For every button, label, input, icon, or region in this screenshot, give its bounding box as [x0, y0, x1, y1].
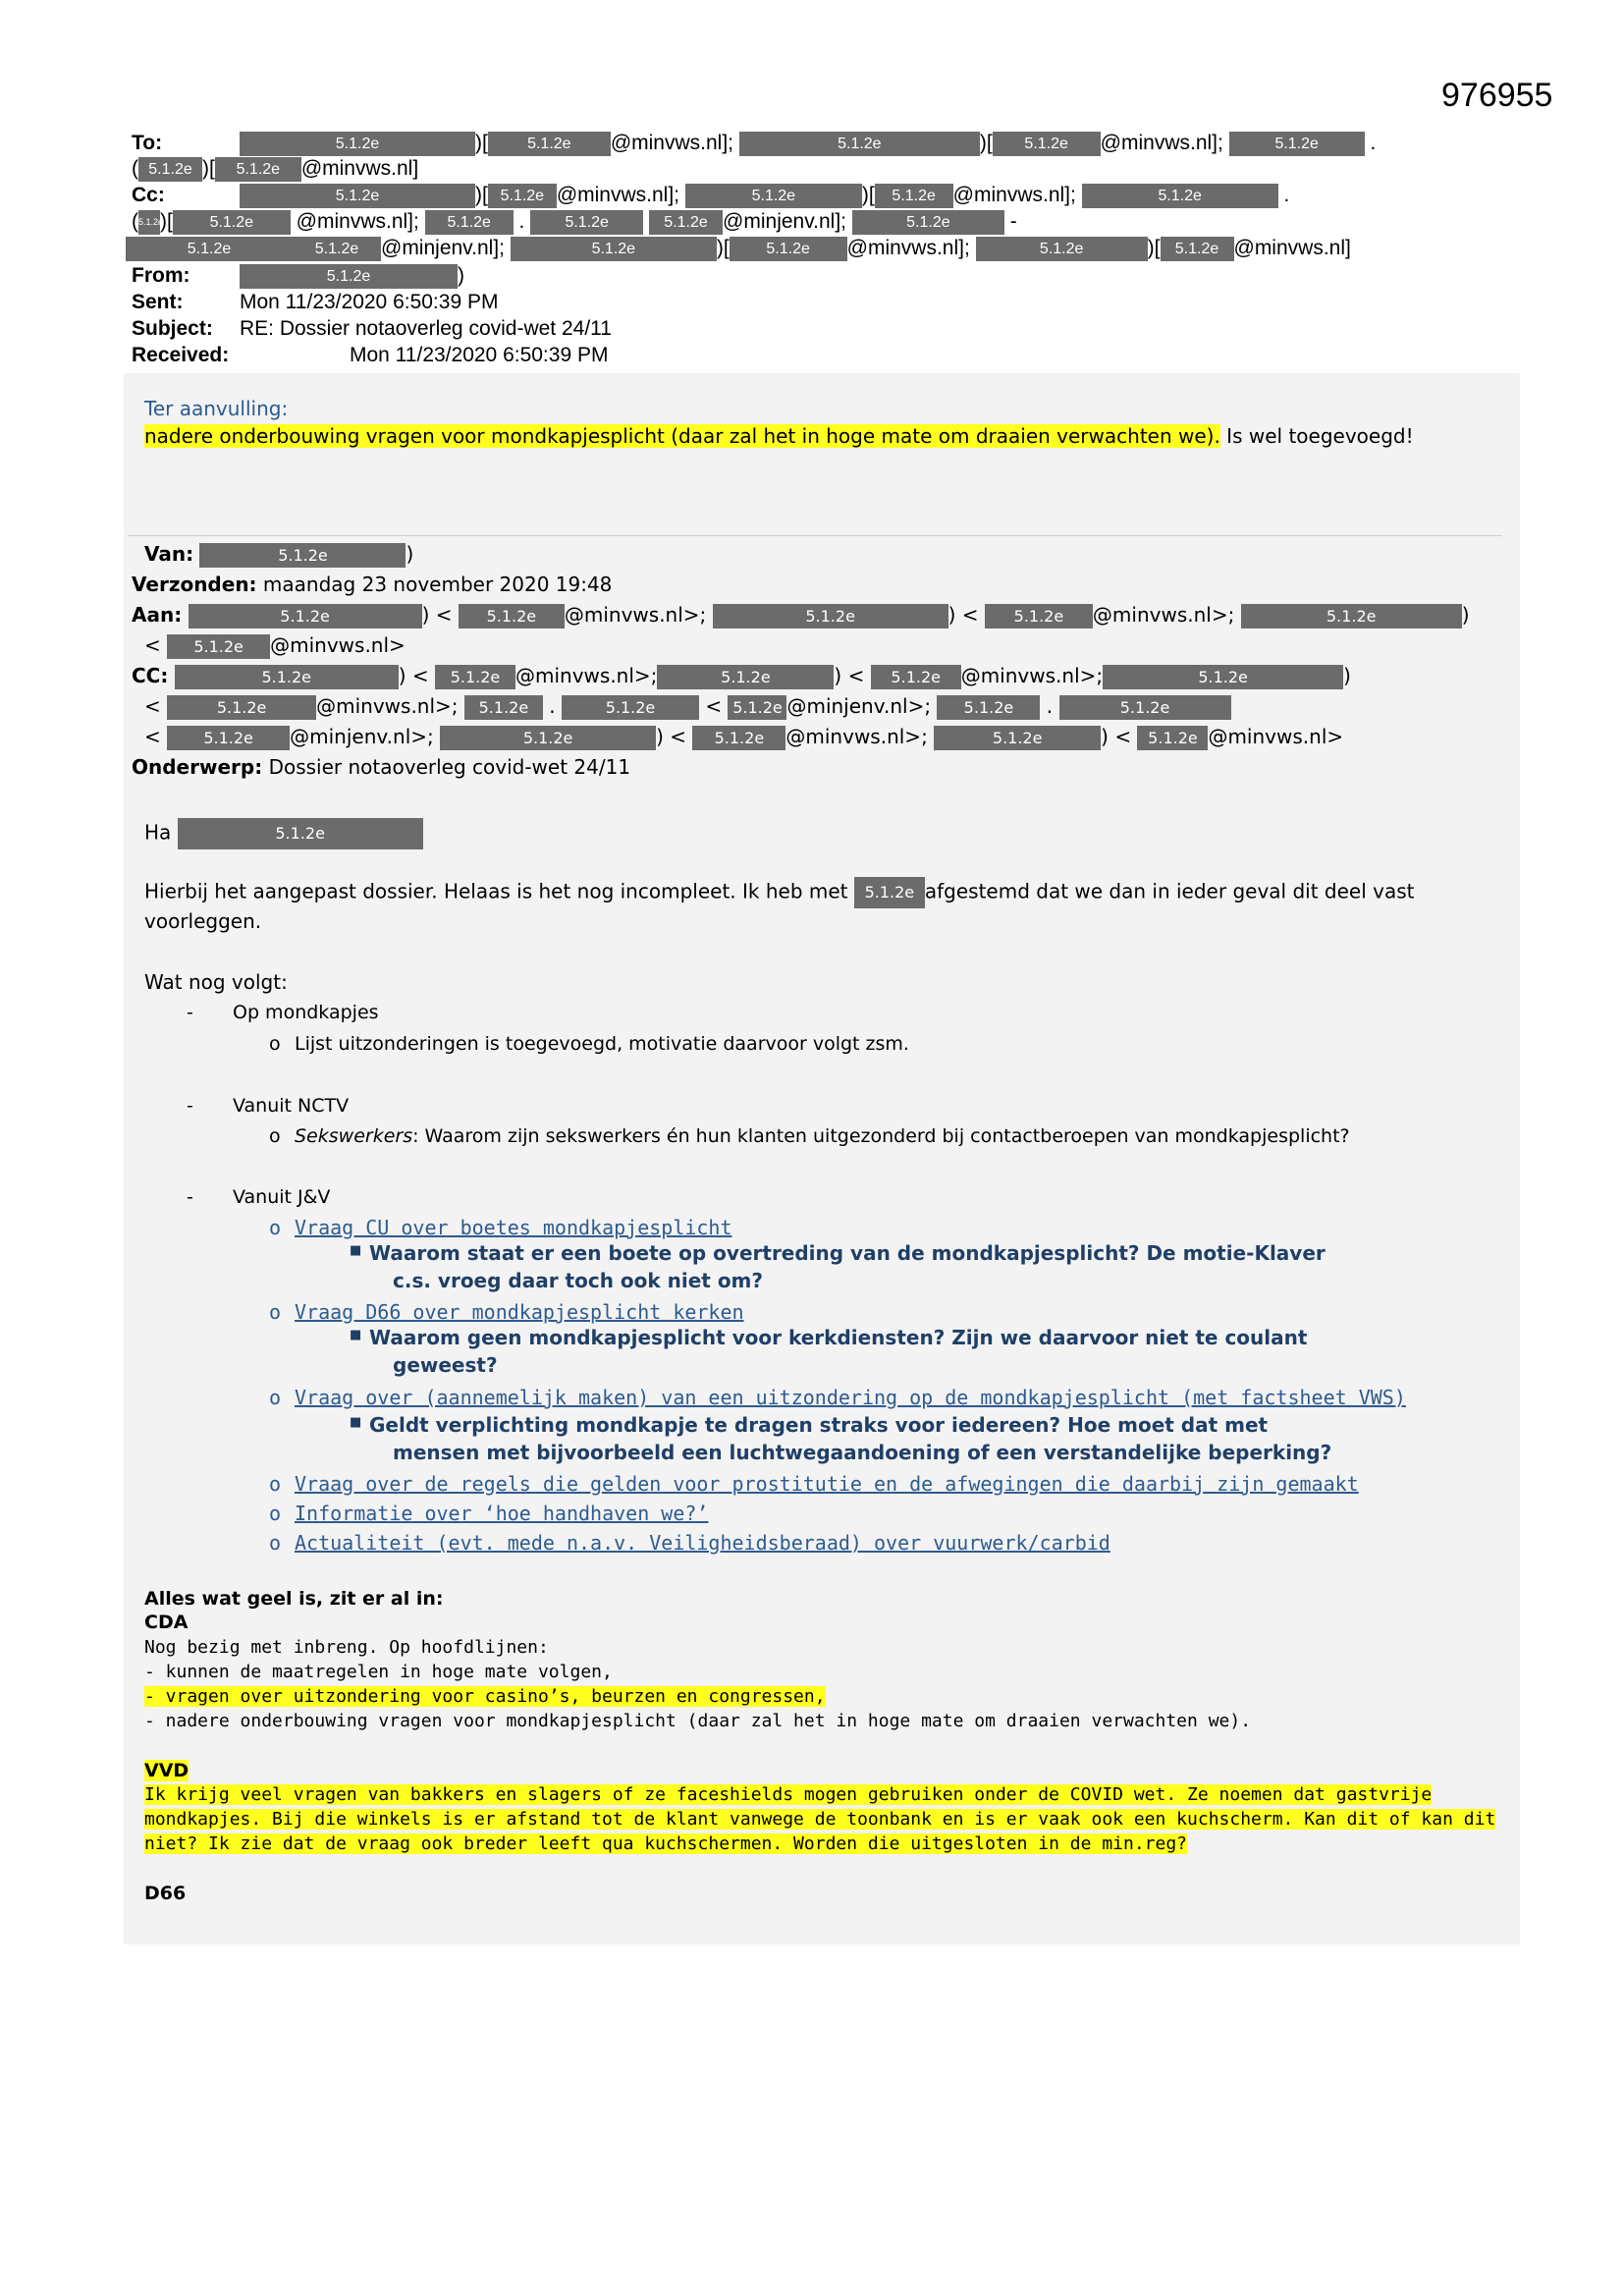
link-vuurwerk[interactable]: Actualiteit (evt. mede n.a.v. Veiligheidsberaad) over vuurwerk/carbid: [295, 1531, 1110, 1555]
bullet-circle: o: [269, 1300, 282, 1324]
reply-intro: Ter aanvulling:: [144, 397, 289, 420]
bullet-dash: -: [187, 1002, 193, 1023]
redaction: 5.1.2e: [189, 604, 422, 629]
bullet-circle: o: [269, 1502, 282, 1525]
received-label: Received:: [132, 344, 230, 366]
redaction: 5.1.2e: [511, 237, 717, 261]
redaction: 5.1.2e: [713, 604, 948, 629]
redaction: 5.1.2e: [459, 604, 565, 629]
from-value: 5.1.2e ): [240, 262, 464, 289]
greeting: Ha 5.1.2e: [144, 818, 423, 849]
cc-line-2: (5.1.2e)[ 5.1.2e @minvws.nl]; 5.1.2e . 5.1.2e 5.1.2e @minjenv.nl]; 5.1.2e -: [132, 210, 1017, 233]
bullet-square: ■: [350, 1243, 362, 1258]
divider: [128, 535, 1502, 536]
bullet-circle: o: [269, 1216, 282, 1239]
party-cda: CDA: [144, 1612, 189, 1633]
redaction: 5.1.2e: [728, 695, 786, 720]
subject-label: Subject:: [132, 317, 213, 340]
redaction: 5.1.2e: [488, 184, 557, 208]
to-line-1: 5.1.2e )[ 5.1.2e @minvws.nl]; 5.1.2e )[ 5.1.2e @minvws.nl]; 5.1.2e .: [240, 130, 1376, 156]
received-value: Mon 11/23/2020 6:50:39 PM: [350, 344, 609, 366]
cc-line-3: 5.1.2e 5.1.2e @minjenv.nl]; 5.1.2e )[ 5.1.2e @minvws.nl]; 5.1.2e )[ 5.1.2e @minvws.nl]: [126, 235, 1351, 261]
cc-inner-line-1: CC: 5.1.2e ) < 5.1.2e @minvws.nl>; 5.1.2e ) < 5.1.2e @minvws.nl>; 5.1.2e ): [132, 664, 1351, 687]
onderwerp-line: Onderwerp: Dossier notaoverleg covid-wet 24/11: [132, 755, 631, 779]
item-vanuit-nctv: Vanuit NCTV: [233, 1095, 350, 1117]
question-uitzondering-line-2: mensen met bijvoorbeeld een luchtwegaandoening of een verstandelijke beperking?: [393, 1441, 1332, 1464]
redaction: 5.1.2e: [562, 695, 699, 720]
redaction: 5.1.2e: [464, 695, 543, 720]
bullet-square: ■: [350, 1415, 362, 1430]
link-vraag-cu[interactable]: Vraag CU over boetes mondkapjesplicht: [295, 1216, 732, 1239]
bullet-circle: o: [269, 1531, 282, 1555]
redaction: 5.1.2e: [934, 726, 1101, 750]
redaction: 5.1.2e: [649, 210, 723, 235]
item-op-mondkapjes: Op mondkapjes: [233, 1002, 379, 1023]
van-line: Van: 5.1.2e ): [144, 542, 414, 566]
redaction: 5.1.2e: [178, 818, 423, 849]
cc-line-1: 5.1.2e )[ 5.1.2e @minvws.nl]; 5.1.2e )[ 5.1.2e @minvws.nl]; 5.1.2e .: [240, 182, 1289, 208]
redaction: 5.1.2e: [685, 184, 862, 208]
redaction: 5.1.2e: [173, 210, 291, 235]
redaction: 5.1.2e: [1161, 237, 1234, 261]
item-vanuit-nctv-sub: Sekswerkers: Waarom zijn sekswerkers én hun klanten uitgezonderd bij contactberoepen van mondkapjesplicht?: [295, 1125, 1350, 1147]
redaction: 5.1.2e: [985, 604, 1093, 629]
bullet-dash: -: [187, 1095, 193, 1117]
document-number: 976955: [1441, 77, 1553, 114]
aan-line-1: Aan: 5.1.2e ) < 5.1.2e @minvws.nl>; 5.1.2e ) < 5.1.2e @minvws.nl>; 5.1.2e ): [132, 603, 1470, 627]
redaction: 5.1.2e: [937, 695, 1040, 720]
cc-inner-line-2: < 5.1.2e @minvws.nl>; 5.1.2e . 5.1.2e < 5.1.2e @minjenv.nl>; 5.1.2e . 5.1.2e: [144, 694, 1231, 720]
bullet-circle: o: [269, 1125, 281, 1147]
redaction: 5.1.2e: [1229, 132, 1365, 156]
from-label: From:: [132, 264, 190, 287]
redaction: 5.1.2e: [1059, 695, 1231, 720]
link-vraag-d66[interactable]: Vraag D66 over mondkapjesplicht kerken: [295, 1300, 744, 1324]
redaction: 5.1.2e: [435, 665, 515, 689]
question-cu-line-2: c.s. vroeg daar toch ook niet om?: [393, 1269, 764, 1292]
reply-text: nadere onderbouwing vragen voor mondkapjesplicht (daar zal het in hoge mate om draaien verwachten we). Is wel toegevoegd!: [144, 424, 1414, 448]
question-d66-line-2: geweest?: [393, 1353, 498, 1377]
link-vraag-uitzondering[interactable]: Vraag over (aannemelijk maken) van een uitzondering op de mondkapjesplicht (met factsheet VWS): [295, 1386, 1406, 1409]
cda-intro: Nog bezig met inbreng. Op hoofdlijnen:: [144, 1637, 549, 1658]
redaction: 5.1.2e: [852, 210, 1004, 235]
redaction: 5.1.2e: [175, 665, 399, 689]
redaction: 5.1.2e: [530, 210, 643, 235]
link-handhaven[interactable]: Informatie over ‘hoe handhaven we?’: [295, 1502, 709, 1525]
redaction: 5.1.2e: [138, 157, 202, 182]
bullet-square: ■: [350, 1328, 362, 1342]
bullet-circle: o: [269, 1033, 281, 1055]
bullet-dash: -: [187, 1186, 193, 1208]
redaction: 5.1.2e: [488, 132, 611, 156]
redaction: 5.1.2e: [1082, 184, 1278, 208]
cda-point-3: - nadere onderbouwing vragen voor mondkapjesplicht (daar zal het in hoge mate om draaien verwachten we).: [144, 1711, 1252, 1731]
redaction: 5.1.2e: [657, 665, 834, 689]
cda-point-1: - kunnen de maatregelen in hoge mate volgen,: [144, 1662, 613, 1682]
redaction: 5.1.2e: [425, 210, 514, 235]
vvd-line-3: niet? Ik zie dat de vraag ook breder leeft qua kuchschermen. Worden die uitgesloten in de min.reg?: [144, 1833, 1188, 1854]
to-line-2: ( 5.1.2e )[ 5.1.2e @minvws.nl]: [132, 157, 419, 180]
question-uitzondering-line-1: Geldt verplichting mondkapje te dragen straks voor iedereen? Hoe moet dat met: [369, 1413, 1269, 1437]
redaction: 5.1.2e: [138, 210, 160, 235]
redaction: 5.1.2e: [1241, 604, 1462, 629]
party-vvd: VVD: [144, 1760, 189, 1781]
paragraph-1-line-1: Hierbij het aangepast dossier. Helaas is het nog incompleet. Ik heb met 5.1.2e afgestemd dat we dan in ieder geval dit deel vast: [144, 877, 1414, 908]
vvd-line-1: Ik krijg veel vragen van bakkers en slagers of ze faceshields mogen gebruiken onder de COVID wet. Ze noemen dat gastvrije: [144, 1784, 1433, 1805]
bullet-circle: o: [269, 1472, 282, 1496]
redaction: 5.1.2e: [871, 665, 961, 689]
aan-line-2: < 5.1.2e @minvws.nl>: [144, 633, 406, 657]
redaction: 5.1.2e: [240, 184, 475, 208]
item-op-mondkapjes-sub: Lijst uitzonderingen is toegevoegd, motivatie daarvoor volgt zsm.: [295, 1033, 909, 1055]
cc-inner-line-3: < 5.1.2e @minjenv.nl>; 5.1.2e ) < 5.1.2e @minvws.nl>; 5.1.2e ) < 5.1.2e @minvws.nl>: [144, 725, 1344, 748]
redaction: 5.1.2e: [293, 237, 381, 261]
to-label: To:: [132, 132, 163, 154]
redaction: 5.1.2e: [240, 132, 475, 156]
verzonden-line: Verzonden: maandag 23 november 2020 19:48: [132, 573, 613, 596]
redaction: 5.1.2e: [1137, 726, 1208, 750]
redaction: 5.1.2e: [440, 726, 656, 750]
item-vanuit-jv: Vanuit J&V: [233, 1186, 331, 1208]
redaction: 5.1.2e: [1103, 665, 1343, 689]
link-vraag-prostitutie[interactable]: Vraag over de regels die gelden voor prostitutie en de afwegingen die daarbij zijn gemaakt: [295, 1472, 1359, 1496]
cda-point-2: - vragen over uitzondering voor casino’s, beurzen en congressen,: [144, 1686, 826, 1707]
party-d66: D66: [144, 1883, 187, 1904]
redaction: 5.1.2e: [126, 237, 293, 261]
question-d66-line-1: Waarom geen mondkapjesplicht voor kerkdiensten? Zijn we daarvoor niet te coulant: [369, 1326, 1308, 1349]
question-cu-line-1: Waarom staat er een boete op overtreding van de mondkapjesplicht? De motie-Klaver: [369, 1241, 1326, 1265]
wat-nog-volgt: Wat nog volgt:: [144, 970, 288, 994]
redaction: 5.1.2e: [215, 157, 301, 182]
bullet-circle: o: [269, 1386, 282, 1409]
summary-heading: Alles wat geel is, zit er al in:: [144, 1588, 444, 1610]
redaction: 5.1.2e: [854, 877, 925, 908]
sent-label: Sent:: [132, 291, 184, 313]
redaction: 5.1.2e: [976, 237, 1148, 261]
redaction: 5.1.2e: [167, 726, 290, 750]
redaction: 5.1.2e: [240, 264, 458, 289]
redaction: 5.1.2e: [875, 184, 953, 208]
redaction: 5.1.2e: [739, 132, 980, 156]
redaction: 5.1.2e: [692, 726, 785, 750]
redaction: 5.1.2e: [167, 634, 270, 659]
redaction: 5.1.2e: [167, 695, 316, 720]
subject-value: RE: Dossier notaoverleg covid-wet 24/11: [240, 317, 612, 340]
sent-value: Mon 11/23/2020 6:50:39 PM: [240, 291, 499, 313]
paragraph-1-line-2: voorleggen.: [144, 909, 262, 933]
redaction: 5.1.2e: [199, 543, 406, 568]
cc-label: Cc:: [132, 184, 165, 206]
redaction: 5.1.2e: [993, 132, 1101, 156]
vvd-line-2: mondkapjes. Bij die winkels is er afstand tot de klant vanwege de toonbank en is er vaak ook een kuchscherm. Kan dit of kan dit: [144, 1809, 1496, 1830]
redaction: 5.1.2e: [730, 237, 847, 261]
